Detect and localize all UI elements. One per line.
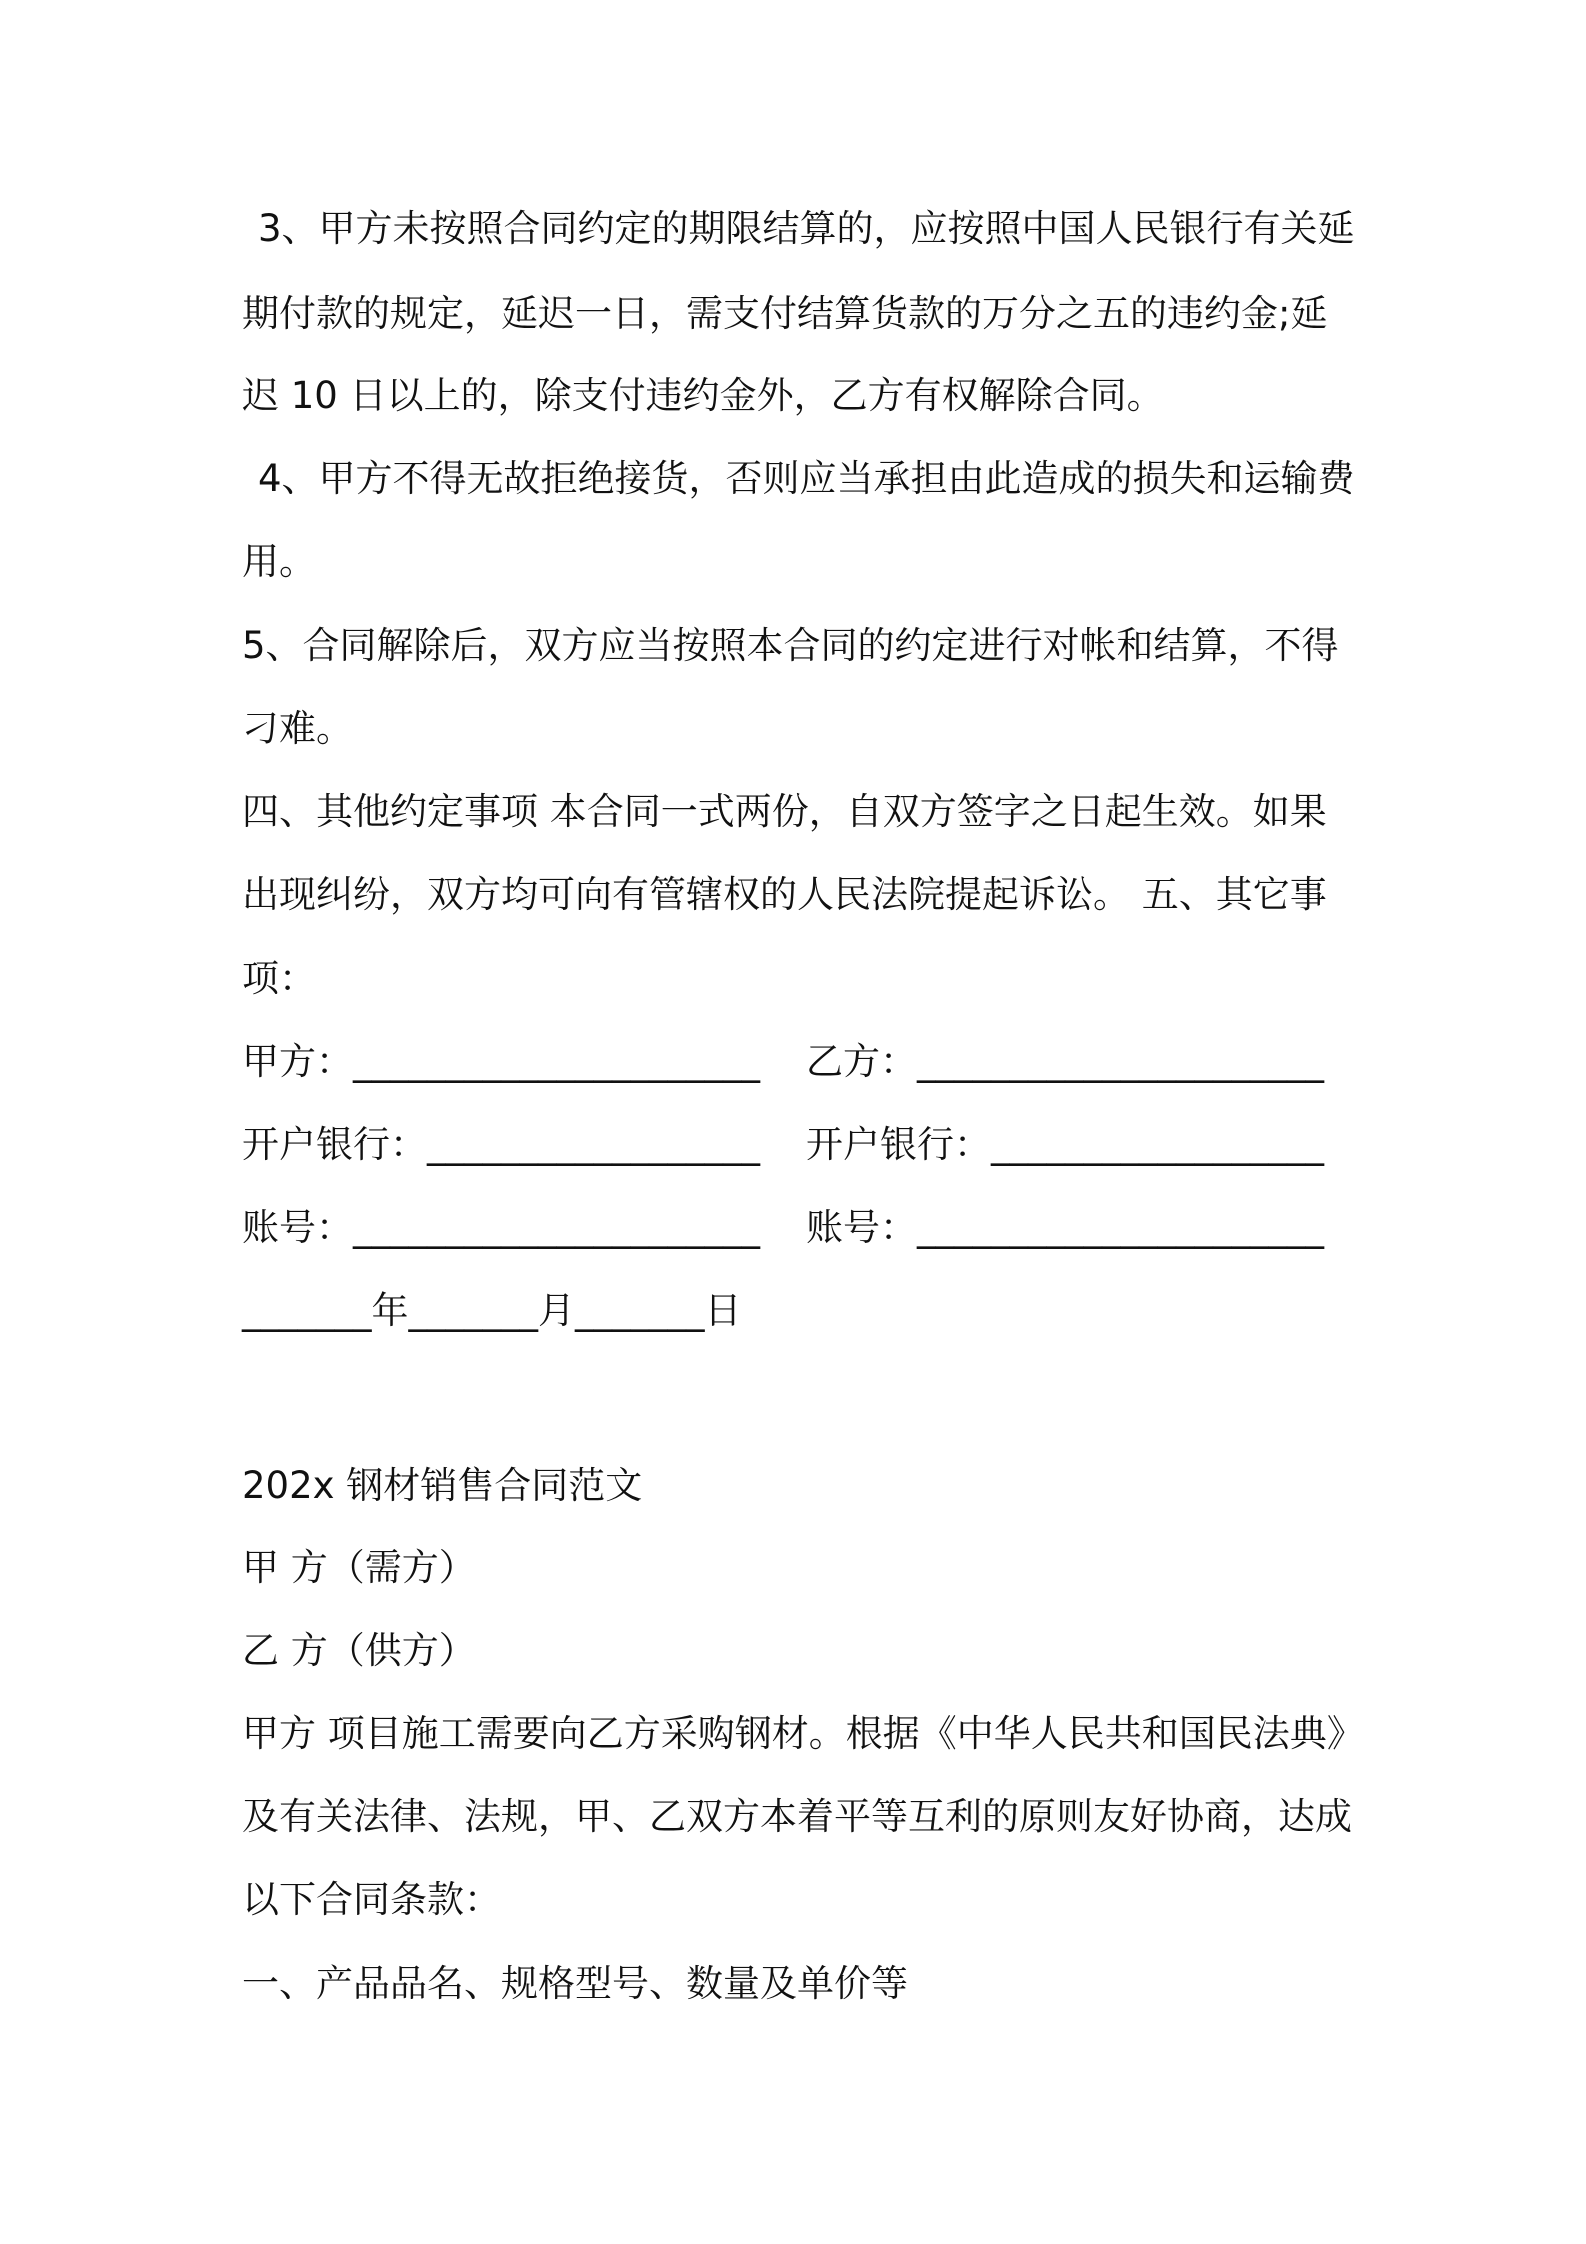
- clause-3-line-3: 迟 10 日以上的，除支付违约金外，乙方有权解除合同。: [242, 374, 1164, 417]
- party-b-account-field: 账号：______________________: [806, 1206, 1324, 1249]
- contract-title: 202x 钢材销售合同范文: [242, 1464, 643, 1507]
- clause-3-line-2: 期付款的规定，延迟一日，需支付结算货款的万分之五的违约金;延: [242, 292, 1328, 335]
- intro-line-1: 甲方 项目施工需要向乙方采购钢材。根据《中华人民共和国民法典》: [242, 1712, 1364, 1755]
- party-b-bank-field: 开户银行：__________________: [806, 1123, 1324, 1166]
- section-1-heading: 一、产品品名、规格型号、数量及单价等: [242, 1962, 908, 2005]
- clause-3-line-1: 3、甲方未按照合同约定的期限结算的，应按照中国人民银行有关延: [258, 207, 1355, 250]
- date-field: _______年_______月_______日: [242, 1289, 742, 1332]
- intro-line-2: 及有关法律、法规，甲、乙双方本着平等互利的原则友好协商，达成: [242, 1795, 1352, 1838]
- section-4-line-1: 四、其他约定事项 本合同一式两份，自双方签字之日起生效。如果: [242, 790, 1327, 833]
- party-a-bank-field: 开户银行：__________________: [242, 1123, 760, 1166]
- section-4-line-2: 出现纠纷，双方均可向有管辖权的人民法院提起诉讼。 五、其它事: [242, 873, 1327, 916]
- clause-4-line-1: 4、甲方不得无故拒绝接货，否则应当承担由此造成的损失和运输费: [258, 457, 1355, 500]
- party-b-signature-field: 乙方：______________________: [806, 1040, 1324, 1083]
- party-a-account-field: 账号：______________________: [242, 1206, 760, 1249]
- party-b-label: 乙 方（供方）: [242, 1629, 476, 1672]
- section-4-line-3: 项：: [242, 957, 316, 1000]
- party-a-label: 甲 方（需方）: [242, 1546, 476, 1589]
- clause-5-line-1: 5、合同解除后，双方应当按照本合同的约定进行对帐和结算，不得: [242, 624, 1339, 667]
- clause-4-line-2: 用。: [242, 540, 316, 583]
- intro-line-3: 以下合同条款：: [242, 1878, 501, 1921]
- clause-5-line-2: 刁难。: [242, 707, 353, 750]
- party-a-signature-field: 甲方：______________________: [242, 1040, 760, 1083]
